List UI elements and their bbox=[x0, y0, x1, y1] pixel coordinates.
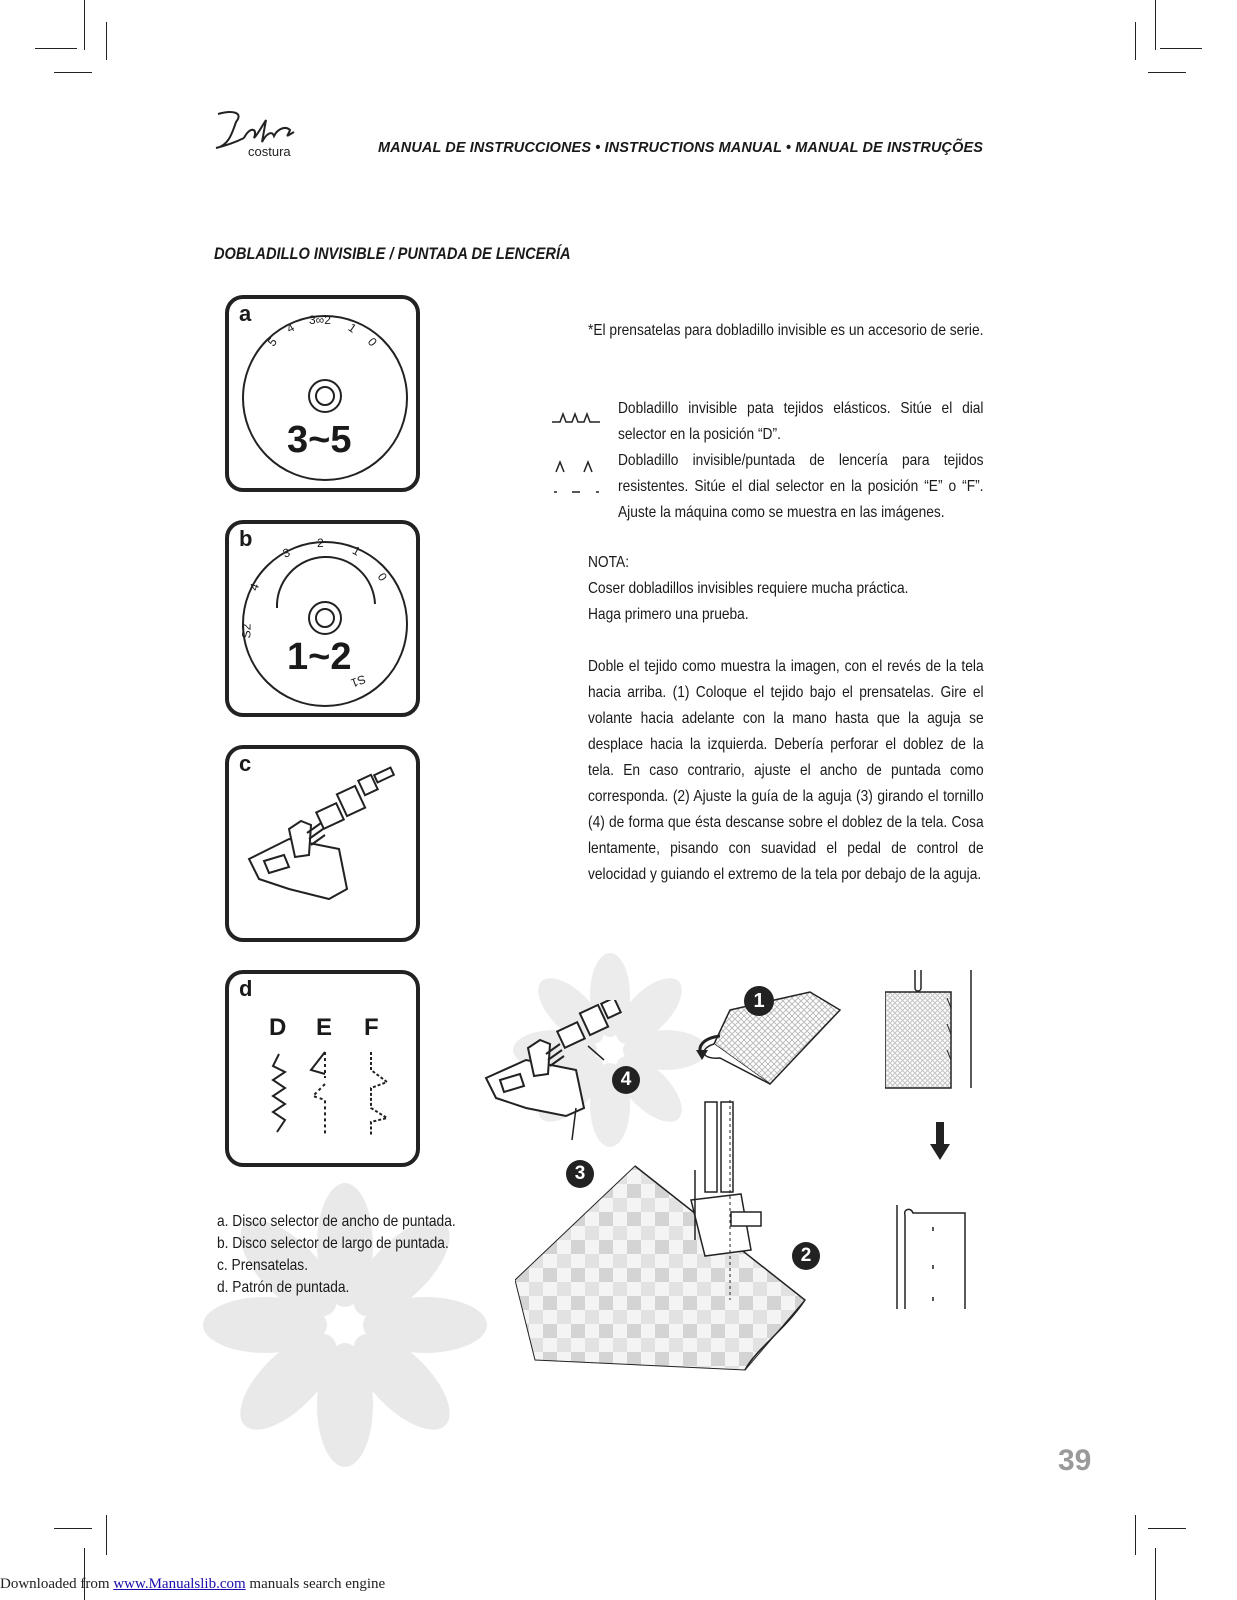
dial-scale-label: 2 bbox=[317, 536, 324, 550]
sewing-fabric-under-needle-icon bbox=[515, 1100, 815, 1390]
dial-scale-label: 4 bbox=[246, 581, 263, 593]
pattern-label-e: E bbox=[316, 1014, 333, 1041]
panel-d-stitch-pattern bbox=[225, 970, 420, 1167]
caption-item: c. Prensatelas. bbox=[217, 1257, 309, 1274]
dial-scale-label: 5 bbox=[264, 334, 280, 350]
download-footer bbox=[0, 1576, 385, 1593]
header-title: MANUAL DE INSTRUCCIONES • INSTRUCTIONS MANUAL • MANUAL DE INSTRUÇÕES bbox=[378, 140, 984, 156]
crop-mark bbox=[1160, 48, 1202, 49]
footer-prefix: Downloaded from bbox=[0, 1576, 114, 1592]
stitch-ef-text: Dobladillo invisible/puntada de lencería para tejidos resistentes. Sitúe el dial selector en la posición “E” o “F”. Ajuste la máquina como se muestra en las imágenes. bbox=[618, 452, 984, 521]
pattern-label-f: F bbox=[364, 1014, 379, 1041]
callout-number: 2 bbox=[800, 1245, 812, 1266]
dial-scale-label: 1 bbox=[349, 543, 363, 559]
crop-mark bbox=[106, 22, 107, 60]
panel-letter: b bbox=[239, 526, 253, 551]
crop-mark bbox=[1155, 0, 1156, 50]
dial-scale-label: 0 bbox=[364, 334, 380, 350]
dial-scale-label: S1 bbox=[349, 671, 368, 691]
dial-value: 3~5 bbox=[287, 419, 352, 461]
dial-scale-label: 1 bbox=[345, 320, 360, 336]
crop-mark bbox=[1148, 72, 1186, 73]
callout-number: 1 bbox=[753, 990, 765, 1012]
panel-letter: a bbox=[239, 301, 252, 326]
hem-fold-before-icon bbox=[885, 968, 985, 1090]
panel-c-presser-foot bbox=[225, 745, 420, 942]
blindstitch-icon bbox=[548, 460, 604, 500]
caption-list bbox=[217, 1211, 456, 1299]
pattern-label-d: D bbox=[269, 1014, 287, 1041]
crop-mark bbox=[54, 1528, 92, 1529]
panel-letter: c bbox=[239, 751, 252, 776]
manualslib-link[interactable]: www.Manualslib.com bbox=[113, 1576, 246, 1592]
nota-block bbox=[588, 550, 984, 628]
nota-line: Coser dobladillos invisibles requiere mucha práctica. bbox=[588, 580, 909, 597]
panel-a-stitch-width-dial bbox=[225, 295, 420, 492]
crop-mark bbox=[54, 72, 92, 73]
intro-text: *El prensatelas para dobladillo invisible es un accesorio de serie. bbox=[588, 322, 984, 339]
callout-2 bbox=[792, 1242, 820, 1270]
callout-1 bbox=[744, 986, 774, 1016]
callout-3 bbox=[566, 1160, 594, 1188]
dial-scale-label: 0 bbox=[374, 570, 390, 584]
caption-item: b. Disco selector de largo de puntada. bbox=[217, 1235, 449, 1252]
instructions-body: Doble el tejido como muestra la imagen, con el revés de la tela hacia arriba. (1) Coloque el tejido bajo el prensatelas. Gire el volante hacia adelante con la mano hasta que la aguja se desplace hacia la izquierda. Debería perforar el doblez de la tela. En caso contrario, ajuste el ancho de puntada como corresponda. (2) Ajuste la guía de la aguja (3) girando el tornillo (4) de forma que ésta descanse sobre el doblez de la tela. Cosa lentamente, pisando con suavidad el pedal de control de velocidad y guiando el extremo de la tela por debajo de la aguja. bbox=[588, 658, 984, 883]
footer-suffix: manuals search engine bbox=[245, 1576, 386, 1592]
arrow-down-icon bbox=[930, 1122, 950, 1160]
caption-item: a. Disco selector de ancho de puntada. bbox=[217, 1213, 456, 1230]
brand-logo bbox=[214, 108, 304, 164]
stitch-d-text: Dobladillo invisible pata tejidos elásticos. Sitúe el dial selector en la posición “D”. bbox=[618, 400, 984, 443]
callout-4 bbox=[612, 1066, 640, 1094]
crop-mark bbox=[1135, 22, 1136, 60]
stretch-blindstitch-icon bbox=[550, 410, 602, 426]
crop-mark bbox=[1135, 1515, 1136, 1555]
crop-mark bbox=[1155, 1548, 1156, 1600]
section-title: DOBLADILLO INVISIBLE / PUNTADA DE LENCERÍA bbox=[214, 244, 571, 263]
nota-title: NOTA: bbox=[588, 554, 630, 571]
dial-scale-label: 3∞2 bbox=[309, 313, 331, 327]
callout-number: 3 bbox=[574, 1163, 586, 1184]
dial-scale-label: 4 bbox=[283, 320, 297, 336]
page-number: 39 bbox=[1058, 1444, 1092, 1477]
brand-sub: costura bbox=[248, 144, 291, 159]
crop-mark bbox=[1148, 1528, 1186, 1529]
crop-mark bbox=[35, 48, 77, 49]
caption-item: d. Patrón de puntada. bbox=[217, 1279, 350, 1296]
dial-scale-label: 3 bbox=[280, 545, 292, 561]
stitch-pattern-icon bbox=[229, 974, 416, 1163]
crop-mark bbox=[106, 1515, 107, 1555]
crop-mark bbox=[84, 0, 85, 50]
presser-foot-icon bbox=[229, 749, 416, 938]
dial-value: 1~2 bbox=[287, 636, 352, 678]
panel-letter: d bbox=[239, 976, 253, 1001]
nota-line: Haga primero una prueba. bbox=[588, 606, 749, 623]
dial-icon bbox=[229, 524, 416, 713]
hem-finished-icon bbox=[895, 1205, 975, 1311]
callout-number: 4 bbox=[620, 1069, 632, 1090]
panel-b-stitch-length-dial bbox=[225, 520, 420, 717]
dial-scale-label: S2 bbox=[239, 623, 254, 639]
